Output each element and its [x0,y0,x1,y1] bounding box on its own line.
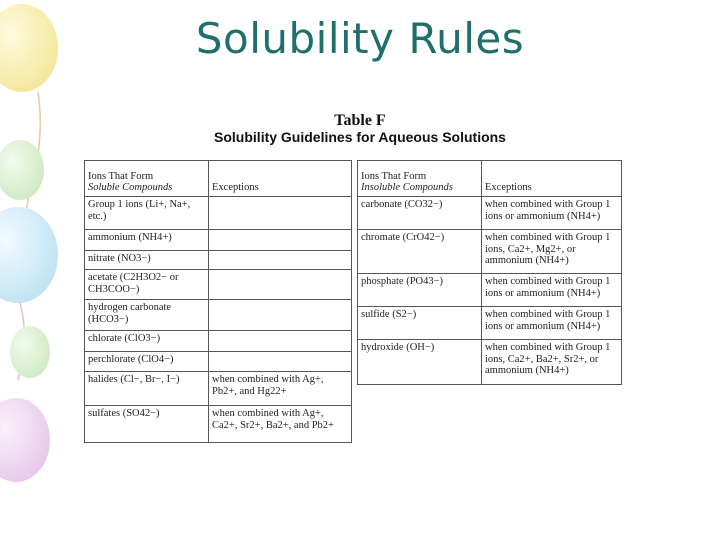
table-row [358,274,622,307]
header-line: Soluble Compounds [88,182,173,194]
table-row [85,372,352,406]
header-line: Insoluble Compounds [361,182,453,194]
exception-cell: when combined with Group 1 ions or ammonium (NH4+) [482,197,622,230]
ion-cell: hydrogen carbonate (HCO3−) [85,300,209,331]
exceptions-column-header: Exceptions [209,161,352,197]
exception-cell: when combined with Group 1 ions or ammonium (NH4+) [482,274,622,307]
teal-balloon-icon [10,326,50,378]
exception-cell: when combined with Group 1 ions or ammonium (NH4+) [482,307,622,340]
exception-cell: when combined with Group 1 ions, Ca2+, Ba2+, Sr2+, or ammonium (NH4+) [482,340,622,385]
table-row [358,307,622,340]
table-row [85,251,352,270]
exception-cell [209,270,352,300]
table-row [85,331,352,352]
ion-cell: sulfates (SO42−) [85,406,209,443]
insoluble-ions-table [357,160,622,385]
table-title: Table F [334,112,386,129]
table-row [85,230,352,251]
ion-column-header [85,161,209,197]
table-row [358,340,622,385]
table-header-row [358,161,622,197]
exception-cell [209,352,352,372]
green-balloon-icon [0,140,44,200]
ion-cell: Group 1 ions (Li+, Na+, etc.) [85,197,209,230]
ion-cell: ammonium (NH4+) [85,230,209,251]
ion-cell: chlorate (ClO3−) [85,331,209,352]
ion-cell: phosphate (PO43−) [358,274,482,307]
ion-cell: carbonate (CO32−) [358,197,482,230]
ion-cell: nitrate (NO3−) [85,251,209,270]
ion-cell: hydroxide (OH−) [358,340,482,385]
exception-cell [209,251,352,270]
exception-cell [209,300,352,331]
soluble-ions-table [84,160,352,443]
ion-cell: halides (Cl−, Br−, I−) [85,372,209,406]
exception-cell: when combined with Ag+, Ca2+, Sr2+, Ba2+, and Pb2+ [209,406,352,443]
ion-cell: acetate (C2H3O2− or CH3COO−) [85,270,209,300]
purple-balloon-icon [0,398,50,482]
ion-cell: chromate (CrO42−) [358,230,482,274]
exception-cell: when combined with Group 1 ions, Ca2+, Mg2+, or ammonium (NH4+) [482,230,622,274]
table-subtitle: Solubility Guidelines for Aqueous Solutions [214,129,506,145]
balloon-decoration [0,0,80,540]
exception-cell [209,331,352,352]
exception-cell [209,197,352,230]
table-row [85,406,352,443]
table-row [85,270,352,300]
table-header-row [85,161,352,197]
table-row [358,230,622,274]
ion-column-header [358,161,482,197]
exception-cell: when combined with Ag+, Pb2+, and Hg22+ [209,372,352,406]
table-row [85,197,352,230]
ion-cell: sulfide (S2−) [358,307,482,340]
table-row [85,352,352,372]
ion-cell: perchlorate (ClO4−) [85,352,209,372]
header-line: Ions That Form [361,170,427,182]
exceptions-column-header: Exceptions [482,161,622,197]
header-line: Ions That Form [88,170,154,182]
table-row [358,197,622,230]
table-row [85,300,352,331]
page-title: Solubility Rules [195,14,525,63]
exception-cell [209,230,352,251]
blue-balloon-icon [0,207,58,303]
